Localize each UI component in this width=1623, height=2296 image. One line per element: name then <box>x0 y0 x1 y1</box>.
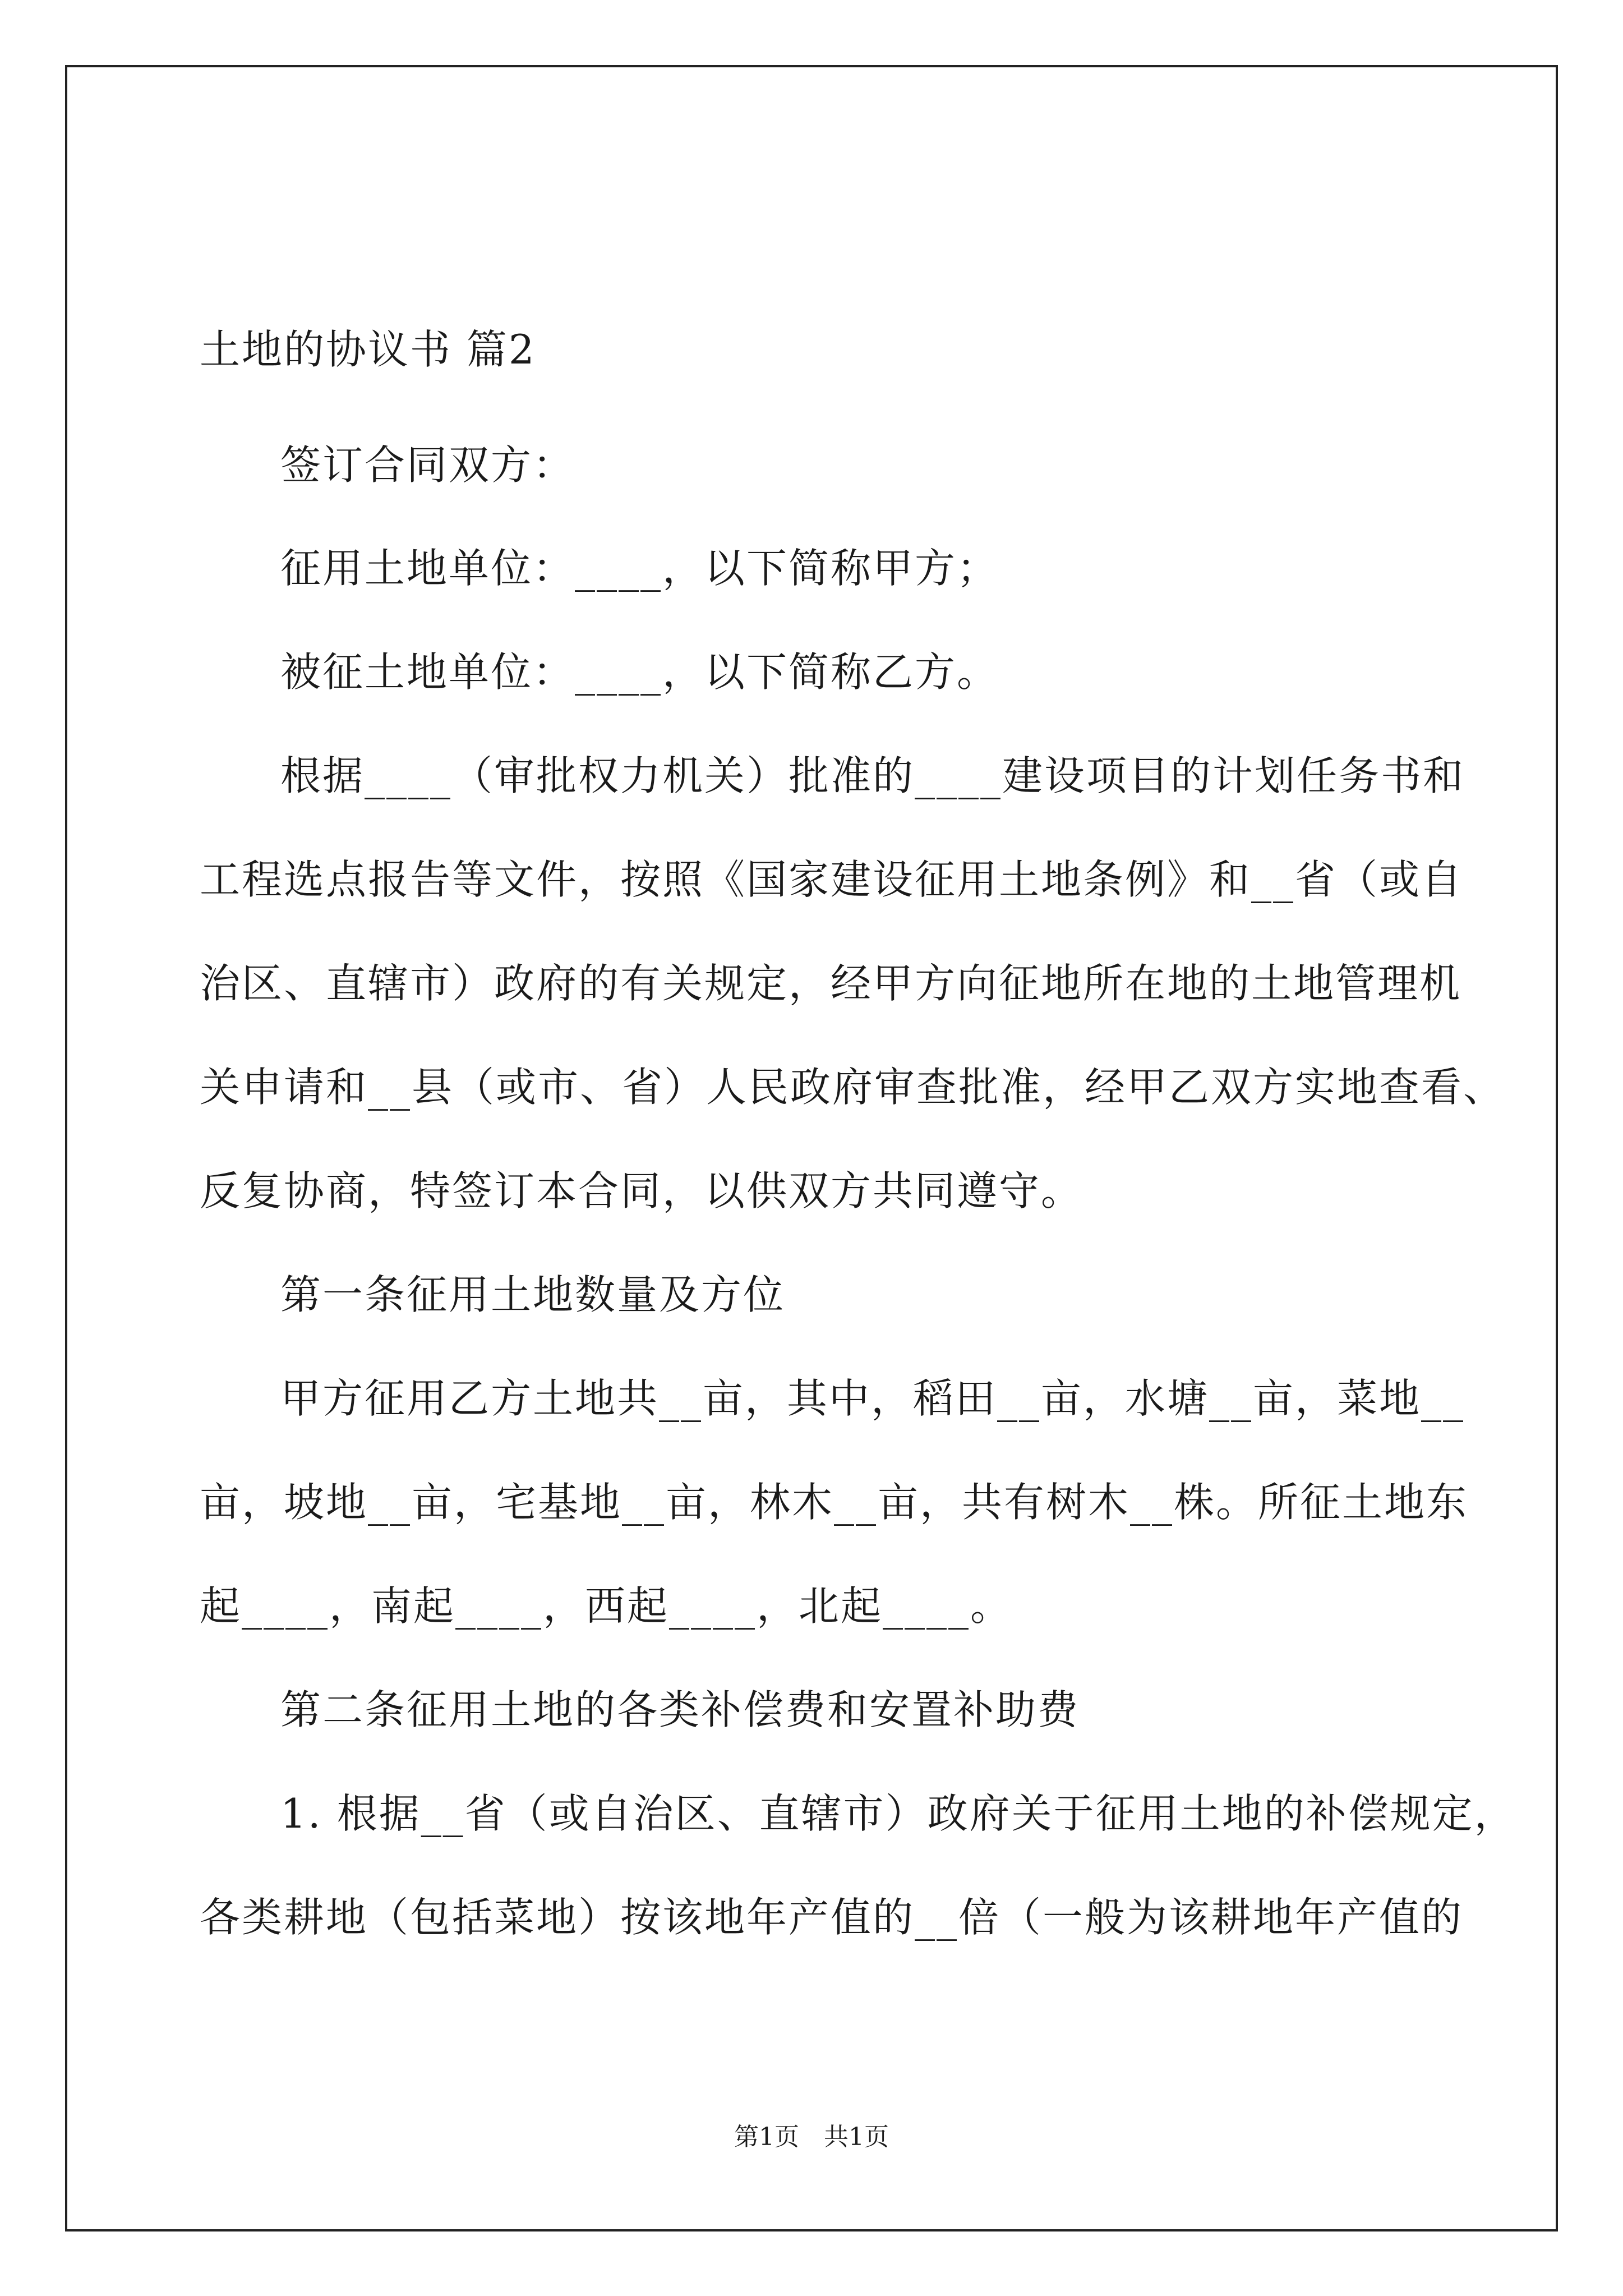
basis-line-3: 治区、直辖市）政府的有关规定，经甲方向征地所在地的土地管理机 <box>200 960 1462 1007</box>
article2-line-2: 各类耕地（包括菜地）按该地年产值的__倍（一般为该耕地年产值的 <box>200 1894 1464 1941</box>
article2-heading: 第二条征用土地的各类补偿费和安置补助费 <box>280 1686 1080 1733</box>
basis-line-4: 关申请和__县（或市、省）人民政府审查批准，经甲乙双方实地查看、 <box>200 1064 1506 1111</box>
paragraph-party-b: 被征土地单位：____，以下简称乙方。 <box>280 648 999 696</box>
article1-line-1: 甲方征用乙方土地共__亩，其中，稻田__亩，水塘__亩，菜地__ <box>280 1375 1465 1422</box>
article1-line-2: 亩，坡地__亩，宅基地__亩，林木__亩，共有树木__株。所征土地东 <box>200 1479 1469 1526</box>
article1-line-3: 起____，南起____，西起____，北起____。 <box>200 1582 1013 1630</box>
page-footer: 第1页 共1页 <box>734 2123 889 2151</box>
document-title: 土地的协议书 篇2 <box>200 326 536 373</box>
article1-heading: 第一条征用土地数量及方位 <box>280 1271 786 1318</box>
basis-line-2: 工程选点报告等文件，按照《国家建设征用土地条例》和__省（或自 <box>200 856 1464 903</box>
basis-line-5: 反复协商，特签订本合同，以供双方共同遵守。 <box>200 1167 1083 1214</box>
paragraph-parties: 签订合同双方： <box>280 441 575 489</box>
basis-line-1: 根据____（审批权力机关）批准的____建设项目的计划任务书和 <box>280 752 1465 799</box>
paragraph-party-a: 征用土地单位：____，以下简称甲方； <box>280 545 999 592</box>
article2-line-1: 1. 根据__省（或自治区、直辖市）政府关于征用土地的补偿规定， <box>280 1790 1516 1837</box>
